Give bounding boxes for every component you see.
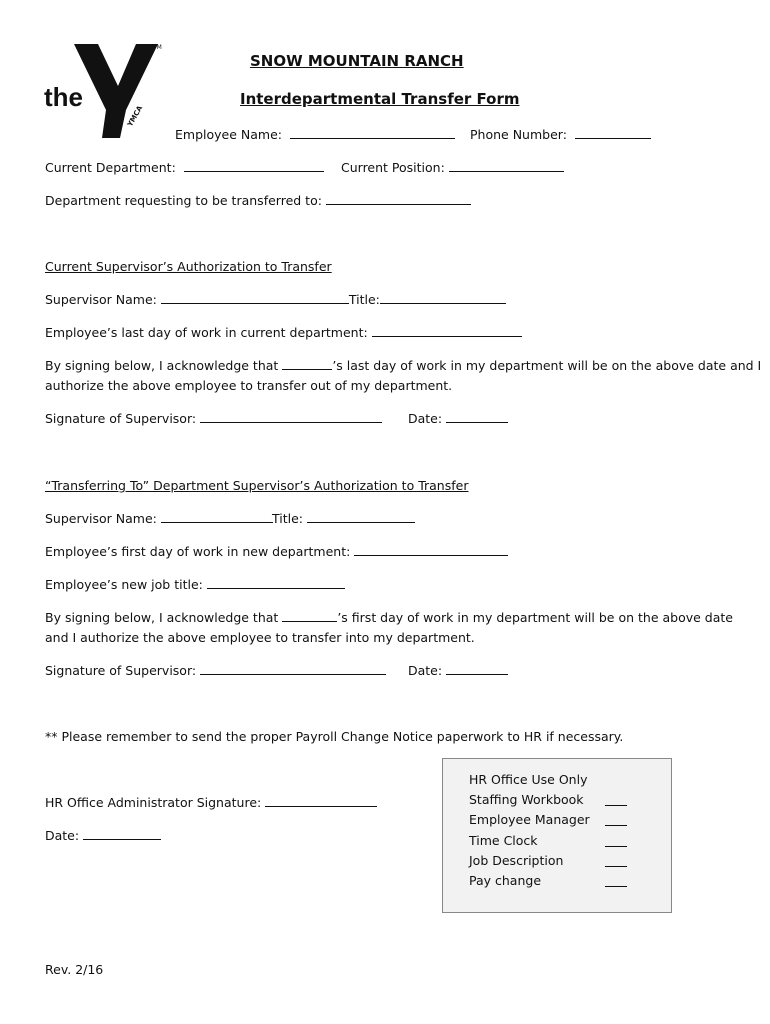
org-name: SNOW MOUNTAIN RANCH bbox=[250, 52, 464, 70]
new-signature-label: Signature of Supervisor: bbox=[45, 663, 197, 678]
hr-box-item-pay-change: Pay change bbox=[469, 873, 542, 888]
current-ack-suffix: ’s last day of work in my department will be on the above date and I bbox=[332, 358, 762, 373]
current-date-label: Date: bbox=[408, 411, 443, 426]
current-department-label: Current Department: bbox=[45, 160, 176, 175]
logo-word-the: the bbox=[44, 82, 83, 112]
ymca-logo bbox=[40, 40, 170, 140]
last-day-label: Employee’s last day of work in current department: bbox=[45, 325, 368, 340]
hr-box-check-employee-manager[interactable] bbox=[605, 825, 627, 826]
phone-number-label: Phone Number: bbox=[470, 127, 567, 142]
new-job-title-field[interactable] bbox=[45, 577, 345, 592]
new-supervisor-heading: “Transferring To” Department Supervisor’s Authorization to Transfer bbox=[45, 478, 469, 493]
new-ack-suffix: ’s first day of work in my department will be on the above date bbox=[337, 610, 733, 625]
current-ack-line2: authorize the above employee to transfer out of my department. bbox=[45, 378, 453, 393]
new-date-field[interactable] bbox=[408, 663, 508, 678]
hr-box-item-employee-manager: Employee Manager bbox=[469, 812, 590, 827]
current-supervisor-heading: Current Supervisor’s Authorization to Transfer bbox=[45, 259, 332, 274]
current-position-label: Current Position: bbox=[341, 160, 445, 175]
form-title: Interdepartmental Transfer Form bbox=[240, 90, 520, 108]
first-day-field[interactable] bbox=[45, 544, 508, 559]
hr-box-item-job-description: Job Description bbox=[469, 853, 564, 868]
new-job-title-label: Employee’s new job title: bbox=[45, 577, 203, 592]
new-supervisor-title-field[interactable] bbox=[272, 511, 415, 526]
revision-label: Rev. 2/16 bbox=[45, 962, 104, 977]
new-ack-prefix: By signing below, I acknowledge that bbox=[45, 610, 279, 625]
new-supervisor-title-label: Title: bbox=[272, 511, 303, 526]
last-day-field[interactable] bbox=[45, 325, 522, 340]
current-supervisor-name-label: Supervisor Name: bbox=[45, 292, 157, 307]
current-ack-line1 bbox=[45, 358, 761, 373]
hr-box-item-time-clock: Time Clock bbox=[469, 833, 538, 848]
hr-box-check-pay-change[interactable] bbox=[605, 886, 627, 887]
employee-name-label: Employee Name: bbox=[175, 127, 282, 142]
requesting-department-label: Department requesting to be transferred to: bbox=[45, 193, 322, 208]
hr-box-check-job-description[interactable] bbox=[605, 866, 627, 867]
current-supervisor-title-label: Title: bbox=[348, 292, 380, 307]
new-signature-field[interactable] bbox=[45, 663, 386, 678]
current-supervisor-name-field[interactable] bbox=[45, 292, 506, 307]
hr-box-title: HR Office Use Only bbox=[469, 772, 588, 787]
employee-name-field[interactable] bbox=[175, 127, 455, 142]
current-signature-label: Signature of Supervisor: bbox=[45, 411, 197, 426]
hr-box-check-staffing-workbook[interactable] bbox=[605, 805, 627, 806]
new-supervisor-name-label: Supervisor Name: bbox=[45, 511, 157, 526]
hr-date-field[interactable] bbox=[45, 828, 161, 843]
hr-office-use-box bbox=[442, 758, 672, 913]
current-department-field[interactable] bbox=[45, 160, 324, 175]
logo-tm: TM bbox=[153, 44, 162, 51]
hr-date-label: Date: bbox=[45, 828, 80, 843]
first-day-label: Employee’s first day of work in new department: bbox=[45, 544, 351, 559]
new-ack-line1 bbox=[45, 610, 733, 625]
new-date-label: Date: bbox=[408, 663, 443, 678]
hr-admin-signature-field[interactable] bbox=[45, 795, 377, 810]
current-ack-prefix: By signing below, I acknowledge that bbox=[45, 358, 279, 373]
phone-number-field[interactable] bbox=[470, 127, 651, 142]
new-ack-line2: and I authorize the above employee to transfer into my department. bbox=[45, 630, 475, 645]
requesting-department-field[interactable] bbox=[45, 193, 471, 208]
current-signature-field[interactable] bbox=[45, 411, 382, 426]
hr-box-item-staffing-workbook: Staffing Workbook bbox=[469, 792, 584, 807]
current-date-field[interactable] bbox=[408, 411, 508, 426]
current-position-field[interactable] bbox=[341, 160, 564, 175]
payroll-note: ** Please remember to send the proper Payroll Change Notice paperwork to HR if necessary. bbox=[45, 729, 624, 744]
logo-ymca-small: YMCA bbox=[126, 104, 145, 128]
hr-admin-signature-label: HR Office Administrator Signature: bbox=[45, 795, 262, 810]
hr-box-check-time-clock[interactable] bbox=[605, 846, 627, 847]
new-supervisor-name-field[interactable] bbox=[45, 511, 273, 526]
